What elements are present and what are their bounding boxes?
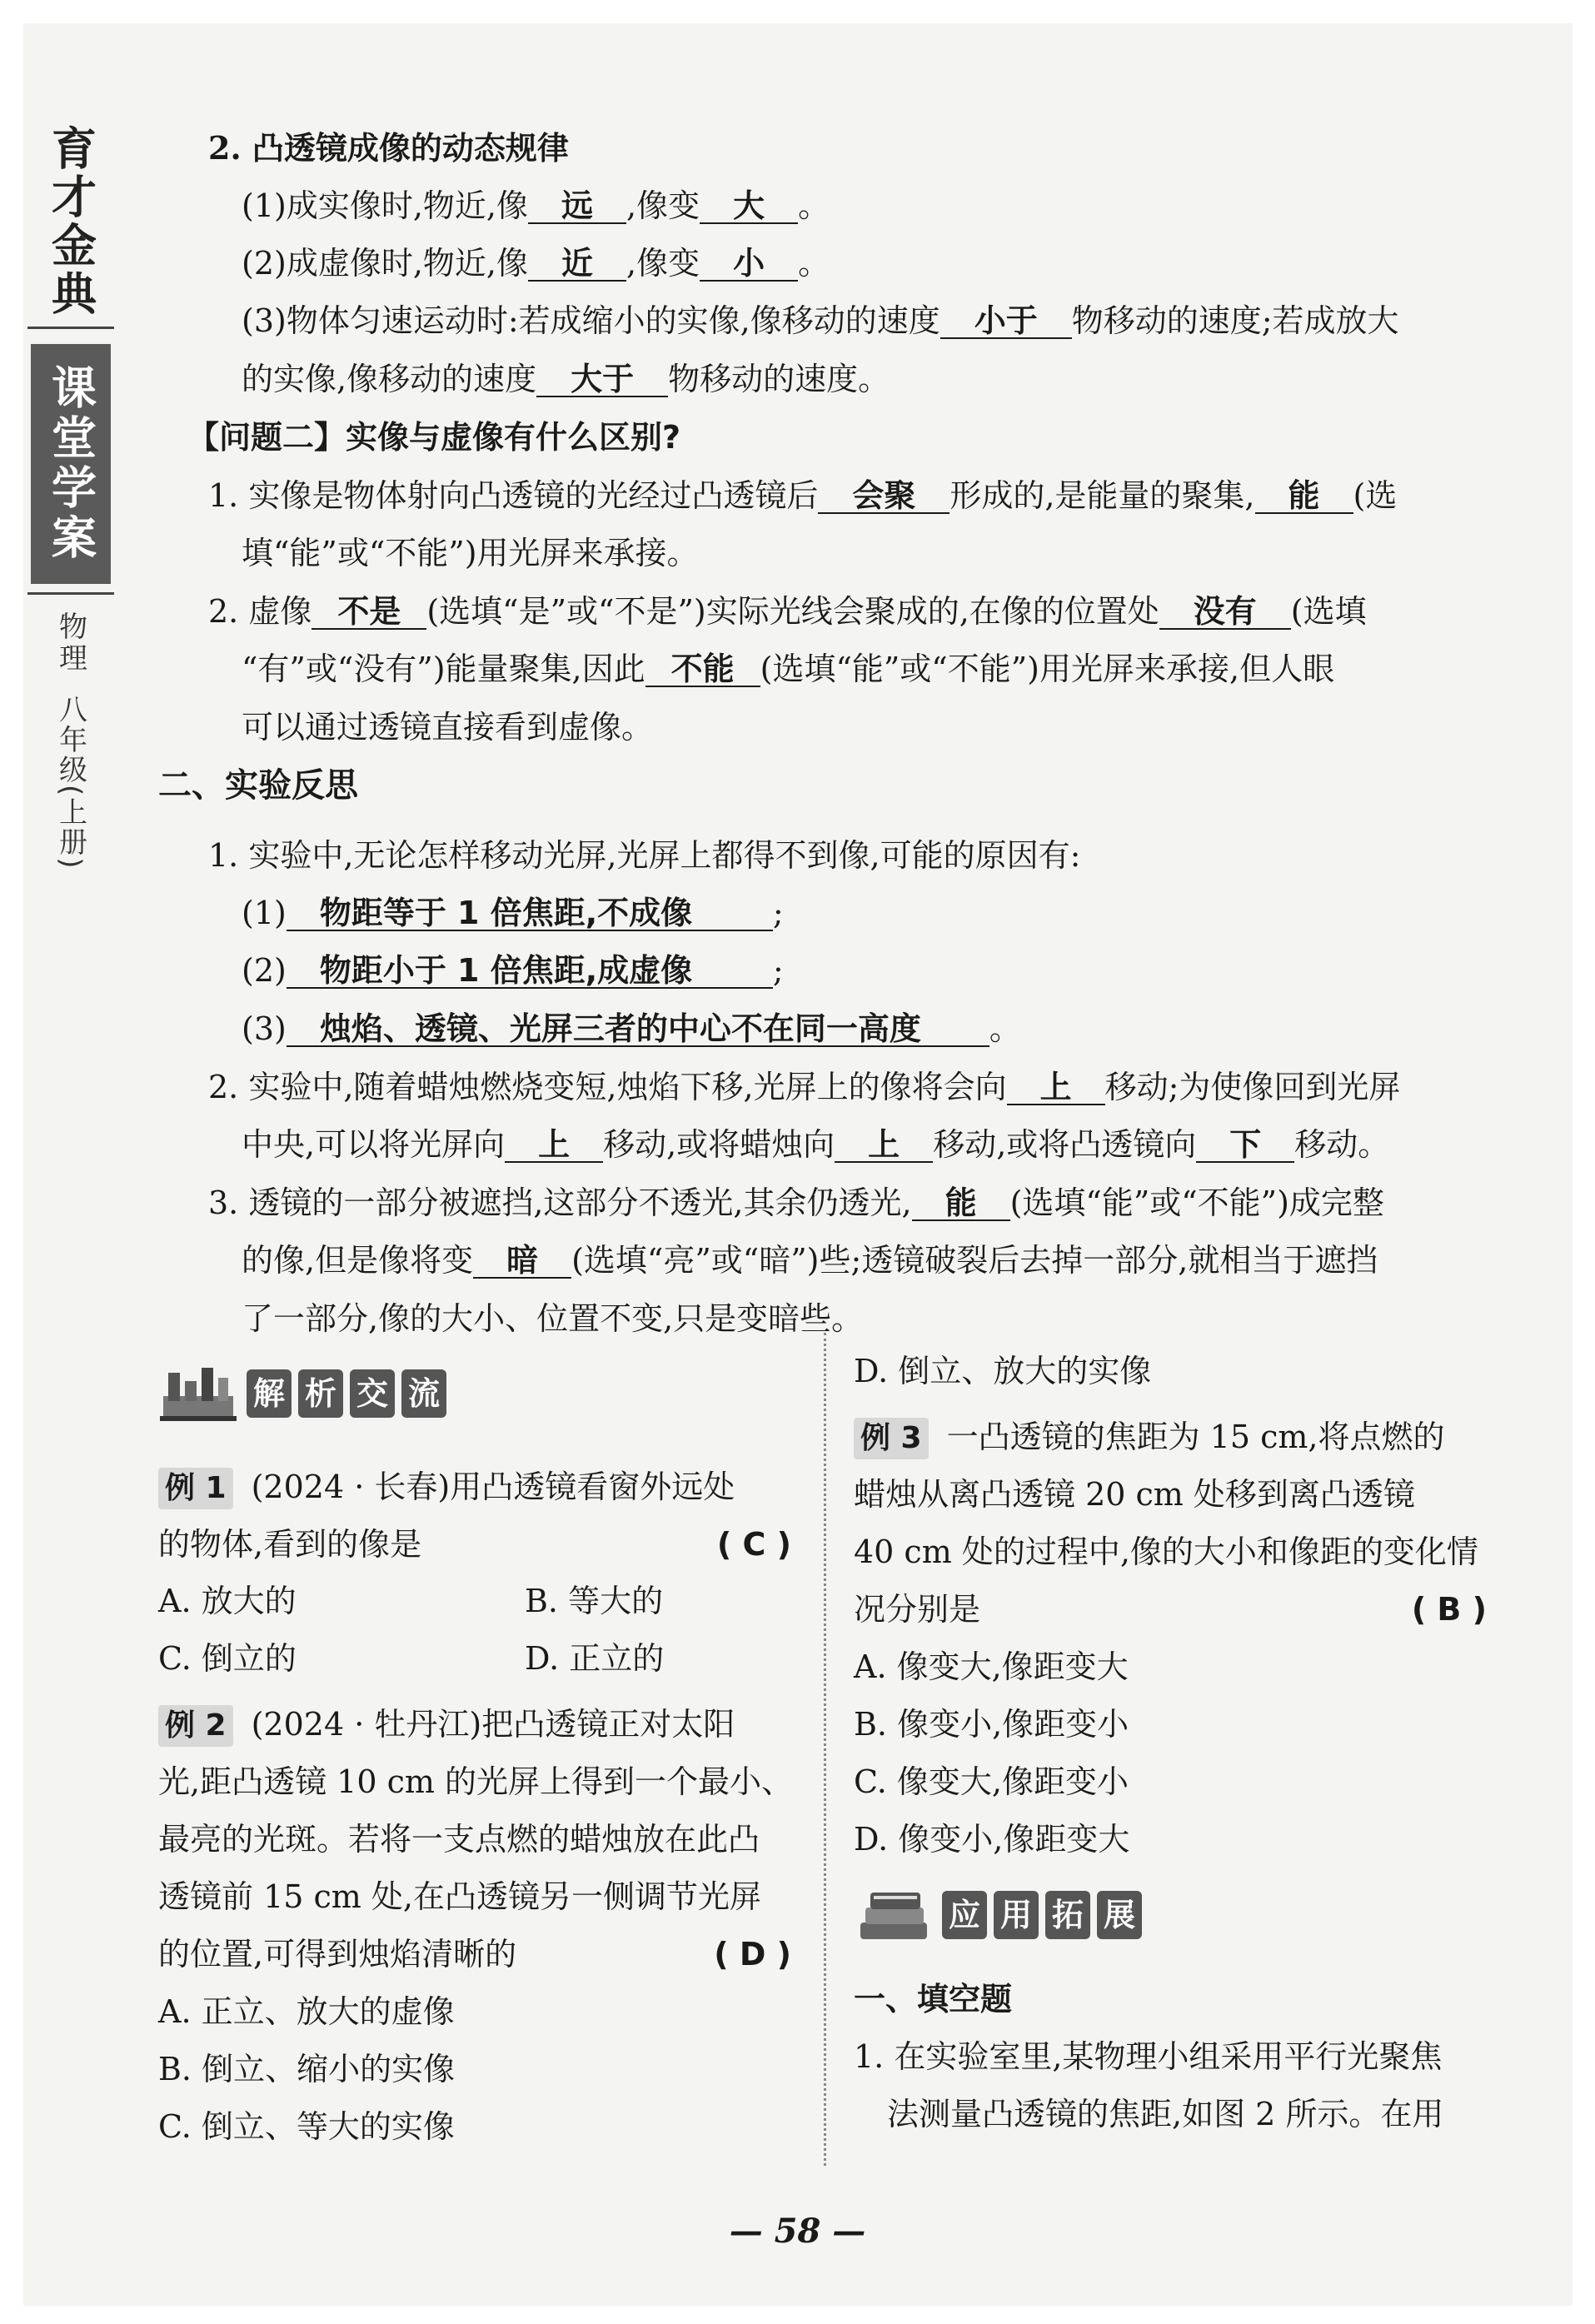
example-1-line-2: 的物体,看到的像是 ( C ): [158, 1524, 791, 1565]
option-b: B. 像变小,像距变小: [854, 1706, 1129, 1743]
section-char: 拓: [1045, 1891, 1090, 1939]
section-char: 析: [298, 1369, 343, 1418]
chart-board-icon: [158, 1363, 238, 1424]
option-c: C. 倒立的: [158, 1640, 297, 1677]
section-char: 应: [942, 1891, 987, 1939]
section-reflection-title: 二、实验反思: [158, 766, 358, 805]
fill-1-line-1: 1. 在实验室里,某物理小组采用平行光聚焦: [854, 2038, 1443, 2075]
example-3-line-3: 40 cm 处的过程中,像的大小和像距的变化情: [854, 1534, 1478, 1570]
books-icon: [854, 1884, 934, 1946]
brand-title: 育才金典: [44, 125, 97, 318]
example-3-line-1: 例 3 一凸透镜的焦距为 15 cm,将点燃的: [854, 1416, 1445, 1459]
example-badge: 例 3: [854, 1418, 929, 1459]
q2-item-1-cont: 填“能”或“不能”)用光屏来承接。: [242, 535, 699, 571]
example-2-line-2: 光,距凸透镜 10 cm 的光屏上得到一个最小、: [158, 1763, 793, 1800]
option-d: D. 像变小,像距变大: [854, 1821, 1130, 1858]
option-b: B. 等大的: [525, 1583, 664, 1619]
reflection-1-2: (2) 物距小于 1 倍焦距,成虚像 ;: [242, 952, 784, 989]
column-divider: [824, 1333, 826, 2166]
example-3-line-2: 蜡烛从离凸透镜 20 cm 处移到离凸透镜: [854, 1476, 1415, 1513]
reflection-2: 2. 实验中,随着蜡烛燃烧变短,烛焰下移,光屏上的像将会向 上 移动;为使像回到光屏: [208, 1069, 1401, 1105]
rule-line-1: (1)成实像时,物近,像 远 ,像变 大 。: [242, 187, 830, 224]
rule-line-3: (3)物体匀速运动时:若成缩小的实像,像移动的速度 小于 物移动的速度;若成放大: [242, 302, 1399, 339]
reflection-3-cont: 的像,但是像将变 暗 (选填“亮”或“暗”)些;透镜破裂后去掉一部分,就相当于遮挡: [242, 1242, 1378, 1279]
section-char: 流: [401, 1369, 446, 1418]
option-c: C. 像变大,像距变小: [854, 1763, 1129, 1800]
section-char: 交: [350, 1369, 395, 1418]
answer-mark: ( D ): [714, 1936, 791, 1972]
example-2-line-5: 的位置,可得到烛焰清晰的 ( D ): [158, 1933, 791, 1975]
option-d: D. 倒立、放大的实像: [854, 1353, 1152, 1389]
option-a: A. 放大的: [158, 1583, 297, 1619]
example-2-line-3: 最亮的光斑。若将一支点燃的蜡烛放在此凸: [158, 1821, 760, 1858]
reflection-1: 1. 实验中,无论怎样移动光屏,光屏上都得不到像,可能的原因有:: [208, 837, 1081, 874]
reflection-1-1: (1) 物距等于 1 倍焦距,不成像 ;: [242, 895, 784, 931]
answer-mark: ( C ): [716, 1526, 791, 1563]
q2-item-2: 2. 虚像 不是 (选填“是”或“不是”)实际光线会聚成的,在像的位置处 没有 (选填: [208, 593, 1367, 630]
example-2-line-4: 透镜前 15 cm 处,在凸透镜另一侧调节光屏: [158, 1878, 761, 1915]
example-2-line-1: 例 2 (2024 · 牡丹江)把凸透镜正对太阳: [158, 1703, 735, 1747]
example-badge: 例 1: [158, 1468, 233, 1509]
analysis-section-header: [158, 1363, 453, 1424]
course-label: 课堂学案: [31, 344, 111, 584]
section-char: 用: [994, 1891, 1039, 1939]
rule-line-2: (2)成虚像时,物近,像 近 ,像变 小 。: [242, 245, 830, 282]
option-b: B. 倒立、缩小的实像: [158, 2051, 456, 2087]
subject-label: 物理: [53, 611, 87, 675]
section-char: 解: [247, 1369, 292, 1418]
divider: [27, 592, 114, 595]
reflection-3-cont2: 了一部分,像的大小、位置不变,只是变暗些。: [242, 1300, 864, 1337]
reflection-3: 3. 透镜的一部分被遮挡,这部分不透光,其余仍透光, 能 (选填“能”或“不能”)成完整: [208, 1184, 1384, 1221]
divider: [27, 327, 114, 329]
option-c: C. 倒立、等大的实像: [158, 2108, 455, 2145]
section-char: 展: [1097, 1891, 1142, 1939]
reflection-1-3: (3) 烛焰、透镜、光屏三者的中心不在同一高度 。: [242, 1010, 1021, 1047]
example-badge: 例 2: [158, 1705, 233, 1747]
page-number: — 58 —: [729, 2212, 866, 2251]
option-d: D. 正立的: [525, 1640, 665, 1677]
rule-line-4: 的实像,像移动的速度 大于 物移动的速度。: [242, 361, 890, 397]
q2-item-1: 1. 实像是物体射向凸透镜的光经过凸透镜后 会聚 形成的,是能量的聚集, 能 (选: [208, 477, 1398, 514]
example-3-line-4: 况分别是 ( B ): [854, 1588, 1487, 1630]
fill-1-line-2: 法测量凸透镜的焦距,如图 2 所示。在用: [887, 2096, 1444, 2132]
option-a: A. 像变大,像距变大: [854, 1648, 1129, 1685]
section-2-title: 2. 凸透镜成像的动态规律: [208, 129, 569, 167]
grade-label: 八年级(上册): [53, 695, 87, 870]
answer-mark: ( B ): [1411, 1591, 1487, 1628]
example-1-line-1: 例 1 (2024 · 长春)用凸透镜看窗外远处: [158, 1466, 735, 1509]
application-section-header: [854, 1884, 1149, 1946]
sidebar: [25, 125, 117, 870]
fill-blank-title: 一、填空题: [854, 1981, 1013, 2017]
reflection-2-cont: 中央,可以将光屏向 上 移动,或将蜡烛向 上 移动,或将凸透镜向 下 移动。: [242, 1126, 1390, 1163]
q2-item-2-cont: “有”或“没有”)能量聚集,因此 不能 (选填“能”或“不能”)用光屏来承接,但人眼: [242, 651, 1335, 687]
question-2-title: 【问题二】实像与虚像有什么区别?: [187, 419, 681, 456]
option-a: A. 正立、放大的虚像: [158, 1993, 455, 2030]
q2-item-2-cont2: 可以通过透镜直接看到虚像。: [242, 709, 654, 746]
